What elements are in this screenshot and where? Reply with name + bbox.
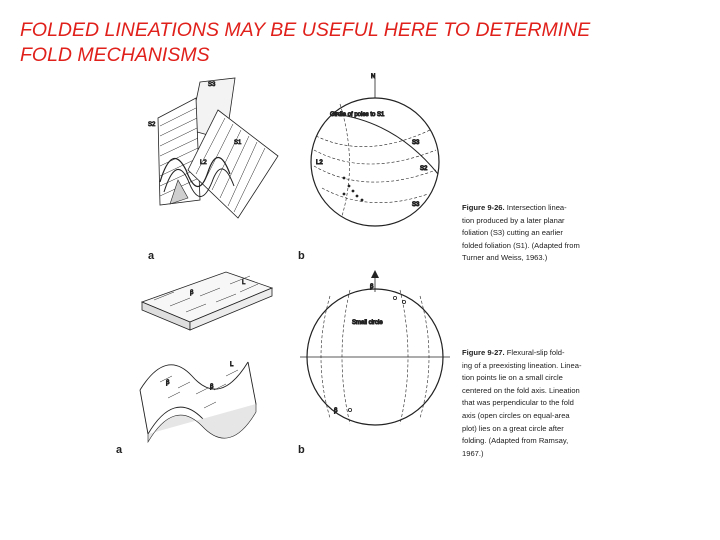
panel-letter-b-bottom: b [298,444,305,456]
panel-letter-b-top: b [298,250,305,262]
caption-9-27-line-4: centered on the fold axis. Lineation [462,385,580,395]
caption-9-27-line-1: Flexural-slip fold- [506,348,565,357]
slab-label-l: L [242,280,246,286]
panel-letter-a-top: a [148,250,155,262]
caption-9-27-line-6: axis (open circles on equal-area [462,410,570,420]
caption-9-27-line-8: folding. (Adapted from Ramsay, [462,436,569,446]
sheet-label-beta-2: β [210,384,214,390]
north-label: N [371,74,376,80]
label-l2: L2 [200,160,207,166]
caption-9-26-line-4: folded foliation (S1). (Adapted from [462,240,580,250]
caption-9-26-id: Figure 9-26. [462,203,505,212]
stereonet-top [311,74,439,226]
caption-9-27-line-5: that was perpendicular to the fold [462,398,574,408]
label-s1: S1 [234,140,242,146]
caption-9-27-line-9: 1967.) [462,448,484,458]
caption-9-26-line-1: Intersection linea- [506,203,567,212]
caption-figure-9-27 [462,347,612,460]
net-s2-label: S2 [420,166,428,172]
slide-title [20,18,710,68]
caption-9-26-line-3: foliation (S3) cutting an earlier [462,228,563,238]
panel-letter-a-bottom: a [116,444,123,456]
slide-title-line-1: FOLDED LINEATIONS MAY BE USEFUL HERE TO DETERMINE [20,19,591,41]
caption-9-27-id: Figure 9-27. [462,348,505,357]
caption-9-26-line-5: Turner and Weiss, 1963.) [462,253,548,263]
label-s2: S2 [148,122,156,128]
net-s3-lower-label: S3 [412,202,420,208]
net-beta-bottom: β [334,408,338,414]
caption-figure-9-26 [462,202,612,265]
caption-9-27-line-2: ing of a preexisting lineation. Linea- [462,360,582,370]
sheet-label-beta-1: β [166,380,170,386]
net-l2-label: L2 [316,160,323,166]
slide-title-line-2: FOLD MECHANISMS [20,44,210,66]
slab-block-diagram [142,272,272,330]
sheet-label-l: L [230,362,234,368]
caption-9-27-line-3: tion points lie on a small circle [462,373,563,383]
great-circles-top [314,104,436,216]
net-s3-label: S3 [412,140,420,146]
textbook-figure [116,70,590,470]
small-circle-label: Small circle [352,320,383,326]
caption-9-27-line-7: plot) lies on a great circle after [462,423,564,433]
caption-9-26-line-2: tion produced by a later planar [462,215,565,225]
folded-sheet-diagram [140,362,256,442]
slab-label-beta: β [190,290,194,296]
label-s3: S3 [208,82,216,88]
fold-block-diagram-top [148,78,278,218]
girdle-great-circle [335,114,438,174]
girdle-label: Girdle of poles to S1 [330,112,385,118]
net-beta-top: β [370,284,374,290]
stereonet-bottom [300,270,450,425]
